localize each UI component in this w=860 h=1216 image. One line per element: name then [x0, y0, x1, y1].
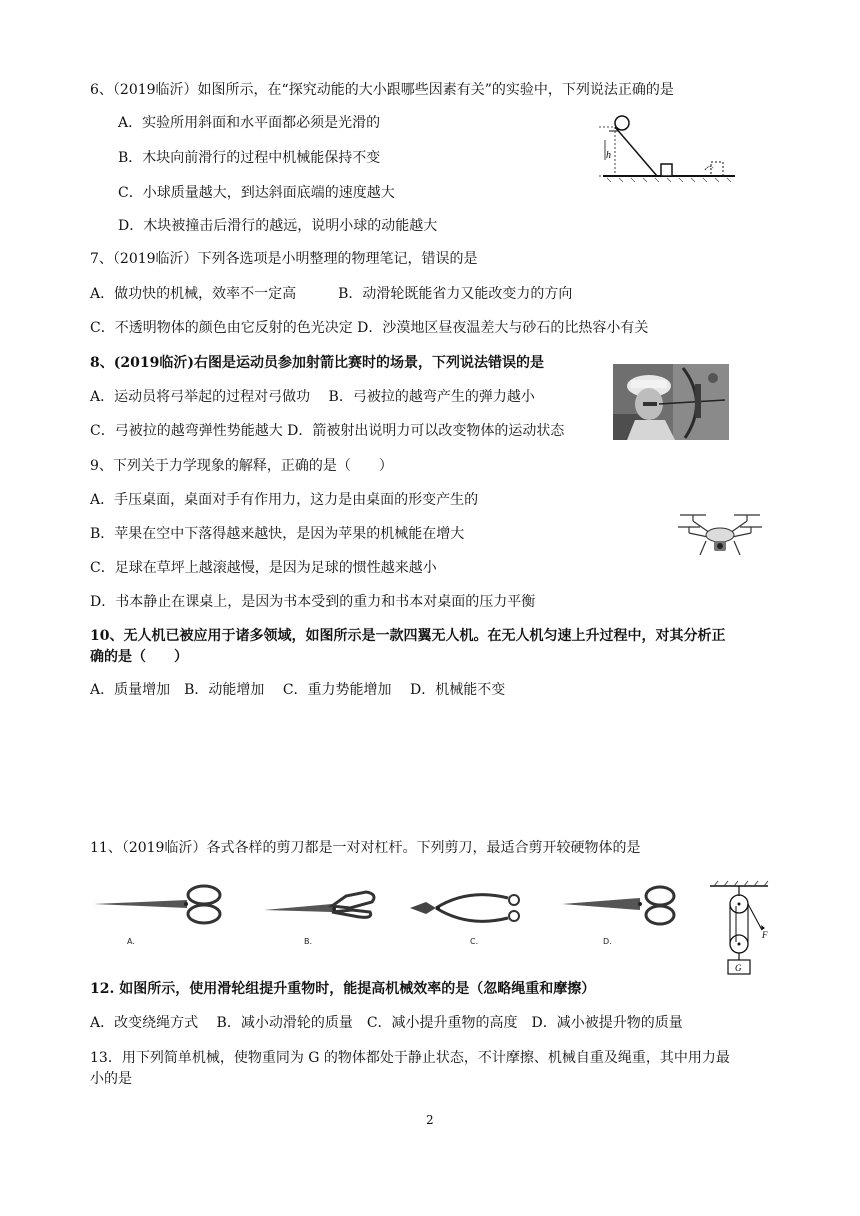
q7-stem: 7、（2019临沂）下列各选项是小明整理的物理笔记，错误的是: [90, 251, 478, 267]
scissors-d-label: D.: [603, 937, 612, 946]
weight-label: G: [735, 963, 742, 973]
incline-experiment-figure: [595, 112, 740, 182]
q9-option-d: D．书本静止在课桌上，是因为书本受到的重力和书本对桌面的压力平衡: [90, 594, 536, 610]
force-label: F: [762, 930, 768, 940]
q8-options-ab: A．运动员将弓举起的过程对弓做功 B．弓被拉的越弯产生的弹力越小: [90, 389, 535, 405]
q10-options: A．质量增加 B．动能增加 C．重力势能增加 D．机械能不变: [90, 682, 506, 698]
q9-option-c: C．足球在草坪上越滚越慢，是因为足球的惯性越来越小: [90, 560, 437, 576]
scissors-c-figure: [408, 884, 523, 932]
q6-option-d: D．木块被撞击后滑行的越远，说明小球的动能越大: [118, 218, 438, 234]
q10-stem-line2: 确的是（ ）: [90, 649, 188, 665]
scissors-b-figure: [262, 882, 382, 932]
q9-option-b: B．苹果在空中下落得越来越快，是因为苹果的机械能在增大: [90, 526, 465, 542]
q9-option-a: A．手压桌面，桌面对手有作用力，这力是由桌面的形变产生的: [90, 492, 479, 508]
height-label: h: [606, 150, 611, 161]
q11-stem: 11、（2019临沂）各式各样的剪刀都是一对对杠杆。下列剪刀，最适合剪开较硬物体的是: [90, 840, 641, 856]
scissors-c-label: C.: [470, 937, 479, 946]
q9-stem: 9、下列关于力学现象的解释，正确的是（ ）: [90, 458, 393, 474]
q6-option-a: A．实验所用斜面和水平面都必须是光滑的: [118, 115, 381, 131]
scissors-a-figure: [92, 882, 232, 932]
q7-options-ab: A．做功快的机械，效率不一定高 B．动滑轮既能省力又能改变力的方向: [90, 286, 573, 302]
page-number: 2: [426, 1113, 434, 1127]
scissors-a-label: A.: [127, 937, 135, 946]
pulley-system-figure: [706, 880, 776, 976]
q8-stem: 8、(2019临沂)右图是运动员参加射箭比赛时的场景，下列说法错误的是: [90, 355, 544, 371]
scissors-d-figure: [560, 882, 690, 932]
q13-stem-line2: 小的是: [90, 1071, 132, 1087]
q12-options: A．改变绕绳方式 B．减小动滑轮的质量 C．减小提升重物的高度 D．减小被提升物的质量: [90, 1015, 683, 1031]
q12-stem: 12. 如图所示，使用滑轮组提升重物时，能提高机械效率的是（忽略绳重和摩擦）: [90, 981, 596, 997]
q13-stem-line1: 13．用下列简单机械，使物重同为 G 的物体都处于静止状态，不计摩擦、机械自重及绳重，其中用力最: [90, 1050, 730, 1066]
drone-figure: [676, 505, 764, 563]
archer-photo: [613, 364, 729, 440]
scissors-b-label: B.: [304, 937, 313, 946]
q6-option-b: B．木块向前滑行的过程中机械能保持不变: [118, 150, 381, 166]
q7-options-cd: C．不透明物体的颜色由它反射的色光决定 D．沙漠地区昼夜温差大与砂石的比热容小有关: [90, 320, 649, 336]
q8-options-cd: C．弓被拉的越弯弹性势能越大 D．箭被射出说明力可以改变物体的运动状态: [90, 423, 565, 439]
q6-stem: 6、（2019临沂）如图所示，在“探究动能的大小跟哪些因素有关”的实验中，下列说法正确的是: [90, 82, 674, 98]
q10-stem-line1: 10、无人机已被应用于诸多领域，如图所示是一款四翼无人机。在无人机匀速上升过程中，对其分析正: [90, 628, 726, 644]
q6-option-c: C．小球质量越大，到达斜面底端的速度越大: [118, 185, 395, 201]
